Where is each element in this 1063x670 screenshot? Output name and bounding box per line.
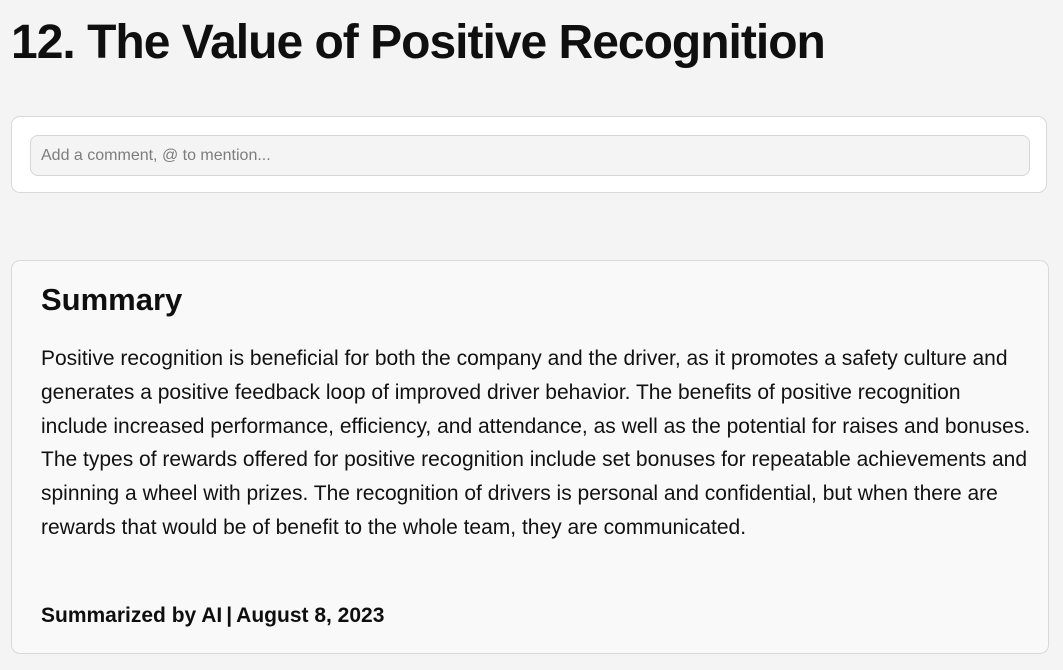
summary-heading: Summary <box>41 282 183 317</box>
summary-date: August 8, 2023 <box>236 604 385 627</box>
comment-input[interactable] <box>30 135 1030 176</box>
page-title: 12. The Value of Positive Recognition <box>11 16 825 69</box>
comment-box <box>11 116 1047 193</box>
summary-body: Positive recognition is beneficial for both the company and the driver, as it promotes a safety culture and generates a positive feedback loop of improved driver behavior. The benefits of positive recognition include increased performance, efficiency, and attendance, as well as the potential for raises and bonuses. The types of rewards offered for positive recognition include set bonuses for repeatable achievements and spinning a wheel with prizes. The recognition of drivers is personal and confidential, but when there are rewards that would be of benefit to the whole team, they are communicated. <box>41 347 1031 539</box>
summary-footer <box>41 601 384 631</box>
summary-author: Summarized by AI <box>41 604 223 627</box>
summary-separator: | <box>226 604 233 627</box>
summary-card <box>11 260 1049 654</box>
